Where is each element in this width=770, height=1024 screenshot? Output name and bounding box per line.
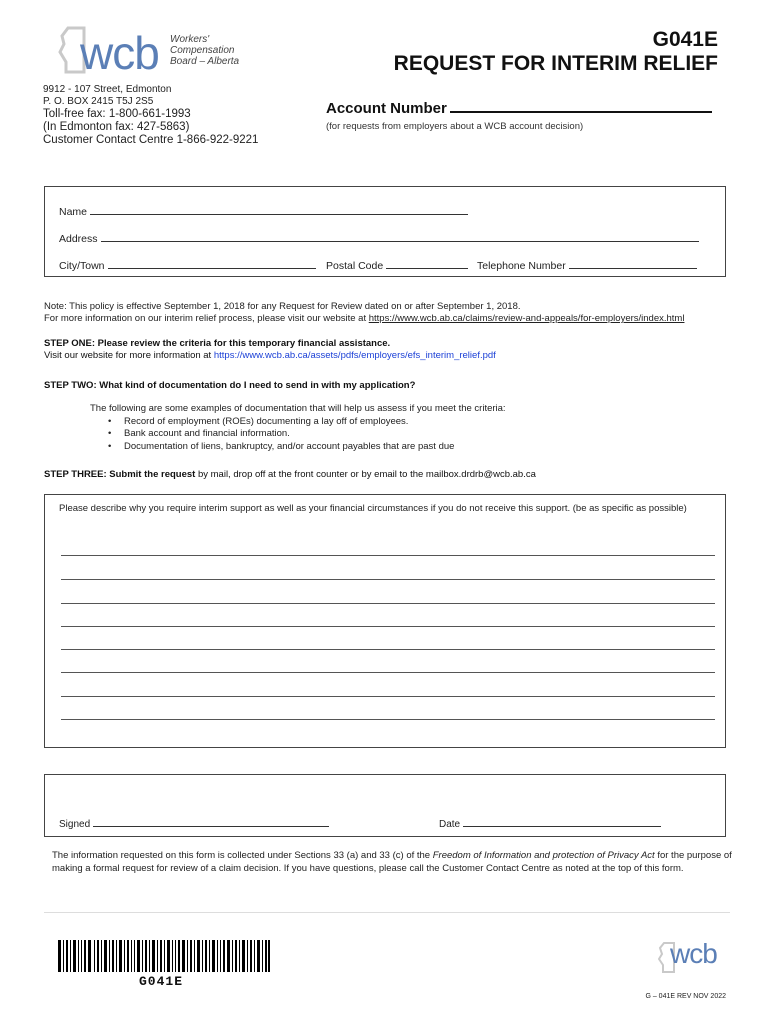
description-line[interactable] — [61, 579, 715, 580]
description-line[interactable] — [61, 649, 715, 650]
account-number-field[interactable]: Account Number — [326, 100, 712, 117]
description-line[interactable] — [61, 555, 715, 556]
revision-label: G – 041E REV NOV 2022 — [645, 993, 726, 1000]
wcb-logo — [58, 22, 258, 82]
description-box[interactable] — [44, 494, 726, 748]
description-line[interactable] — [61, 696, 715, 697]
signed-field[interactable]: Signed — [59, 817, 329, 830]
list-item: • Record of employment (ROEs) documenting a lay off of employees. — [108, 416, 506, 429]
footer-divider — [44, 912, 730, 913]
step-two-title: STEP TWO: What kind of documentation do I need to send in with my application? — [44, 380, 416, 391]
address-field[interactable]: Address — [59, 232, 699, 245]
logo-wordmark: wcb — [80, 27, 159, 79]
interim-relief-link[interactable]: https://www.wcb.ab.ca/claims/review-and-appeals/for-employers/index.html — [368, 313, 685, 324]
description-line[interactable] — [61, 626, 715, 627]
description-prompt: Please describe why you require interim support as well as your financial circumstances if you do not receive this support. (be as specific as possible) — [59, 503, 687, 514]
signature-box — [44, 774, 726, 837]
list-item: • Documentation of liens, bankruptcy, and/or account payables that are past due — [108, 441, 506, 454]
account-number-note: (for requests from employers about a WCB account decision) — [326, 121, 584, 132]
description-line[interactable] — [61, 719, 715, 720]
wcb-footer-logo — [658, 938, 730, 978]
step-three: STEP THREE: Submit the request by mail, drop off at the front counter or by email to the mailbox.drdrb@wcb.ab.ca — [44, 469, 536, 480]
description-line[interactable] — [61, 603, 715, 604]
contact-info-box — [44, 186, 726, 277]
city-field[interactable]: City/Town — [59, 259, 316, 272]
date-field[interactable]: Date — [439, 817, 661, 830]
description-line[interactable] — [61, 672, 715, 673]
form-code: G041E — [652, 28, 718, 51]
form-title: REQUEST FOR INTERIM RELIEF — [393, 52, 718, 75]
barcode-label: G041E — [139, 974, 184, 989]
step-one: STEP ONE: Please review the criteria for this temporary financial assistance. Visit our website for more information at https://www.wcb.ab.ca/assets/pdfs/employers/efs_interim_relief.pdf — [44, 338, 496, 361]
privacy-statement: The information requested on this form is collected under Sections 33 (a) and 33 (c) of the Freedom of Information and protection of Privacy Act for the purpose of making a formal request for review of a claim decision. If you have questions, please call the Customer Contact Centre as noted at the top of this form. — [52, 850, 732, 874]
logo-subtitle: Workers' Compensation Board – Alberta — [170, 34, 240, 67]
list-item: • Bank account and financial information. — [108, 428, 506, 441]
footer-logo-wordmark: wcb — [670, 938, 717, 969]
criteria-link[interactable]: https://www.wcb.ab.ca/assets/pdfs/employers/efs_interim_relief.pdf — [213, 350, 496, 361]
documentation-examples: The following are some examples of documentation that will help us assess if you meet the criteria: • Record of employment (ROEs) documenting a lay off of employees. • Bank account and financial information. • Documentation of liens, bankruptcy, and/or account payables that are past due — [90, 403, 506, 453]
telephone-field[interactable]: Telephone Number — [477, 259, 697, 272]
postal-code-field[interactable]: Postal Code — [326, 259, 468, 272]
wcb-address: 9912 - 107 Street, Edmonton P. O. BOX 2415 T5J 2S5 Toll-free fax: 1-800-661-1993 (In Edmonton fax: 427-5863) Customer Contact Centre 1-866-922-9221 — [43, 84, 259, 146]
name-field[interactable]: Name — [59, 205, 468, 218]
policy-note: Note: This policy is effective September 1, 2018 for any Request for Review dated on or after September 1, 2018. For more information on our interim relief process, please visit our website at https://www.wcb.ab.ca/claims/review-and-appeals/for-employers/index.html — [44, 301, 685, 324]
barcode — [58, 940, 270, 972]
